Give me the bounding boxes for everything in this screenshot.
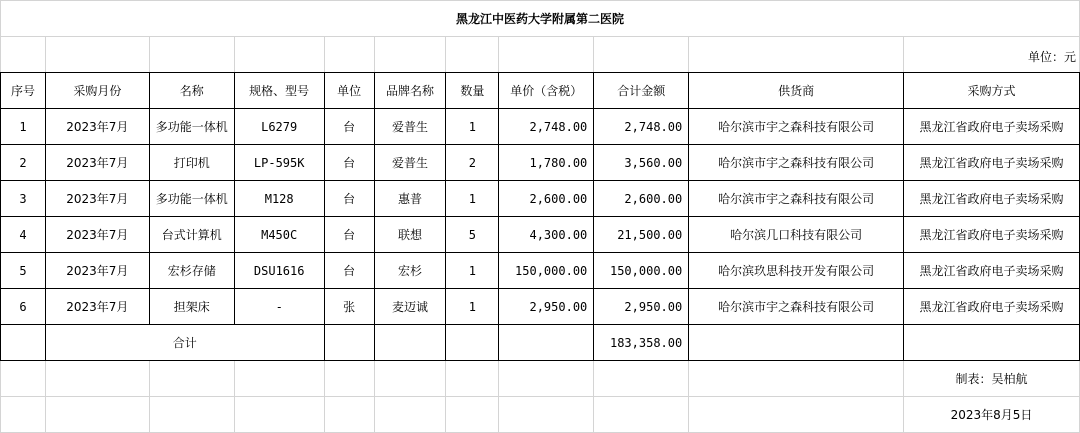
header-brand[interactable]: 品牌名称	[374, 73, 446, 109]
cell-price[interactable]: 2,748.00	[499, 109, 594, 145]
cell-method[interactable]: 黑龙江省政府电子卖场采购	[904, 181, 1080, 217]
empty-cell[interactable]	[324, 37, 374, 73]
table-row	[1, 217, 1080, 253]
empty-cell[interactable]	[499, 361, 594, 397]
cell-method[interactable]: 黑龙江省政府电子卖场采购	[904, 289, 1080, 325]
empty-cell[interactable]	[1, 325, 46, 361]
empty-cell[interactable]	[374, 325, 446, 361]
empty-cell[interactable]	[689, 361, 904, 397]
cell-price[interactable]: 4,300.00	[499, 217, 594, 253]
header-total[interactable]: 合计金额	[594, 73, 689, 109]
empty-cell[interactable]	[149, 397, 234, 433]
cell-total[interactable]: 2,950.00	[594, 289, 689, 325]
prepared-by[interactable]: 制表：吴柏航	[904, 361, 1080, 397]
footer-row	[1, 361, 1080, 397]
table-row	[1, 145, 1080, 181]
cell-price[interactable]: 150,000.00	[499, 253, 594, 289]
total-row	[1, 325, 1080, 361]
empty-cell[interactable]	[374, 361, 446, 397]
empty-cell[interactable]	[324, 361, 374, 397]
cell-month[interactable]: 2023年7月	[45, 181, 149, 217]
cell-model[interactable]: DSU1616	[234, 253, 324, 289]
cell-no[interactable]: 3	[1, 181, 46, 217]
cell-unit[interactable]: 台	[324, 145, 374, 181]
empty-cell[interactable]	[446, 325, 499, 361]
cell-qty[interactable]: 1	[446, 181, 499, 217]
sheet-title[interactable]: 黑龙江中医药大学附属第二医院	[1, 1, 1080, 37]
cell-supplier[interactable]: 哈尔滨市宇之森科技有限公司	[689, 145, 904, 181]
cell-method[interactable]: 黑龙江省政府电子卖场采购	[904, 217, 1080, 253]
cell-total[interactable]: 3,560.00	[594, 145, 689, 181]
header-model[interactable]: 规格、型号	[234, 73, 324, 109]
cell-qty[interactable]: 2	[446, 145, 499, 181]
empty-cell[interactable]	[499, 37, 594, 73]
cell-brand[interactable]: 宏杉	[374, 253, 446, 289]
empty-cell[interactable]	[689, 37, 904, 73]
cell-no[interactable]: 4	[1, 217, 46, 253]
cell-unit[interactable]: 张	[324, 289, 374, 325]
cell-name[interactable]: 多功能一体机	[149, 181, 234, 217]
header-price[interactable]: 单价（含税）	[499, 73, 594, 109]
cell-model[interactable]: -	[234, 289, 324, 325]
cell-name[interactable]: 台式计算机	[149, 217, 234, 253]
table-row	[1, 253, 1080, 289]
empty-cell[interactable]	[374, 37, 446, 73]
cell-supplier[interactable]: 哈尔滨市宇之森科技有限公司	[689, 181, 904, 217]
cell-price[interactable]: 2,600.00	[499, 181, 594, 217]
cell-no[interactable]: 6	[1, 289, 46, 325]
empty-cell[interactable]	[499, 325, 594, 361]
empty-cell[interactable]	[689, 325, 904, 361]
empty-cell[interactable]	[594, 37, 689, 73]
cell-supplier[interactable]: 哈尔滨几口科技有限公司	[689, 217, 904, 253]
header-row	[1, 73, 1080, 109]
cell-supplier[interactable]: 哈尔滨市宇之森科技有限公司	[689, 109, 904, 145]
cell-month[interactable]: 2023年7月	[45, 253, 149, 289]
cell-month[interactable]: 2023年7月	[45, 145, 149, 181]
cell-brand[interactable]: 爱普生	[374, 145, 446, 181]
empty-cell[interactable]	[594, 361, 689, 397]
cell-month[interactable]: 2023年7月	[45, 289, 149, 325]
cell-qty[interactable]: 1	[446, 253, 499, 289]
empty-cell[interactable]	[446, 37, 499, 73]
header-no[interactable]: 序号	[1, 73, 46, 109]
empty-cell[interactable]	[234, 37, 324, 73]
cell-brand[interactable]: 麦迈诚	[374, 289, 446, 325]
table-row	[1, 289, 1080, 325]
cell-brand[interactable]: 惠普	[374, 181, 446, 217]
cell-brand[interactable]: 联想	[374, 217, 446, 253]
cell-name[interactable]: 担架床	[149, 289, 234, 325]
footer-row	[1, 397, 1080, 433]
cell-no[interactable]: 5	[1, 253, 46, 289]
cell-supplier[interactable]: 哈尔滨市宇之森科技有限公司	[689, 289, 904, 325]
cell-no[interactable]: 1	[1, 109, 46, 145]
cell-qty[interactable]: 1	[446, 109, 499, 145]
empty-cell[interactable]	[374, 397, 446, 433]
empty-cell[interactable]	[446, 361, 499, 397]
cell-model[interactable]: L6279	[234, 109, 324, 145]
cell-unit[interactable]: 台	[324, 109, 374, 145]
header-month[interactable]: 采购月份	[45, 73, 149, 109]
cell-method[interactable]: 黑龙江省政府电子卖场采购	[904, 109, 1080, 145]
cell-total[interactable]: 21,500.00	[594, 217, 689, 253]
empty-cell[interactable]	[149, 37, 234, 73]
empty-cell[interactable]	[689, 397, 904, 433]
total-label[interactable]: 合计	[45, 325, 324, 361]
cell-model[interactable]: M128	[234, 181, 324, 217]
report-date[interactable]: 2023年8月5日	[904, 397, 1080, 433]
cell-unit[interactable]: 台	[324, 181, 374, 217]
header-unit[interactable]: 单位	[324, 73, 374, 109]
empty-cell[interactable]	[1, 397, 46, 433]
cell-price[interactable]: 1,780.00	[499, 145, 594, 181]
empty-cell[interactable]	[324, 325, 374, 361]
empty-cell[interactable]	[1, 37, 46, 73]
unit-label[interactable]: 单位：元	[1027, 50, 1076, 64]
cell-qty[interactable]: 5	[446, 217, 499, 253]
cell-month[interactable]: 2023年7月	[45, 217, 149, 253]
cell-brand[interactable]: 爱普生	[374, 109, 446, 145]
cell-unit[interactable]: 台	[324, 217, 374, 253]
cell-name[interactable]: 打印机	[149, 145, 234, 181]
empty-cell[interactable]	[234, 397, 324, 433]
empty-cell[interactable]	[324, 397, 374, 433]
empty-cell[interactable]	[149, 361, 234, 397]
empty-cell[interactable]	[594, 397, 689, 433]
header-name[interactable]: 名称	[149, 73, 234, 109]
empty-cell[interactable]	[45, 361, 149, 397]
cell-month[interactable]: 2023年7月	[45, 109, 149, 145]
cell-name[interactable]: 多功能一体机	[149, 109, 234, 145]
table-row	[1, 109, 1080, 145]
table-row	[1, 181, 1080, 217]
header-method[interactable]: 采购方式	[904, 73, 1080, 109]
cell-model[interactable]: LP-595K	[234, 145, 324, 181]
cell-unit[interactable]: 台	[324, 253, 374, 289]
header-supplier[interactable]: 供货商	[689, 73, 904, 109]
cell-supplier[interactable]: 哈尔滨玖思科技开发有限公司	[689, 253, 904, 289]
cell-method[interactable]: 黑龙江省政府电子卖场采购	[904, 253, 1080, 289]
empty-cell[interactable]	[499, 397, 594, 433]
empty-cell[interactable]	[1, 361, 46, 397]
total-amount[interactable]: 183,358.00	[594, 325, 689, 361]
cell-price[interactable]: 2,950.00	[499, 289, 594, 325]
cell-qty[interactable]: 1	[446, 289, 499, 325]
empty-cell[interactable]	[234, 361, 324, 397]
cell-total[interactable]: 2,600.00	[594, 181, 689, 217]
cell-method[interactable]: 黑龙江省政府电子卖场采购	[904, 145, 1080, 181]
empty-cell[interactable]	[45, 37, 149, 73]
cell-no[interactable]: 2	[1, 145, 46, 181]
cell-name[interactable]: 宏杉存储	[149, 253, 234, 289]
empty-cell[interactable]	[904, 325, 1080, 361]
cell-total[interactable]: 150,000.00	[594, 253, 689, 289]
empty-cell[interactable]	[45, 397, 149, 433]
cell-total[interactable]: 2,748.00	[594, 109, 689, 145]
header-qty[interactable]: 数量	[446, 73, 499, 109]
cell-model[interactable]: M450C	[234, 217, 324, 253]
empty-cell[interactable]	[446, 397, 499, 433]
